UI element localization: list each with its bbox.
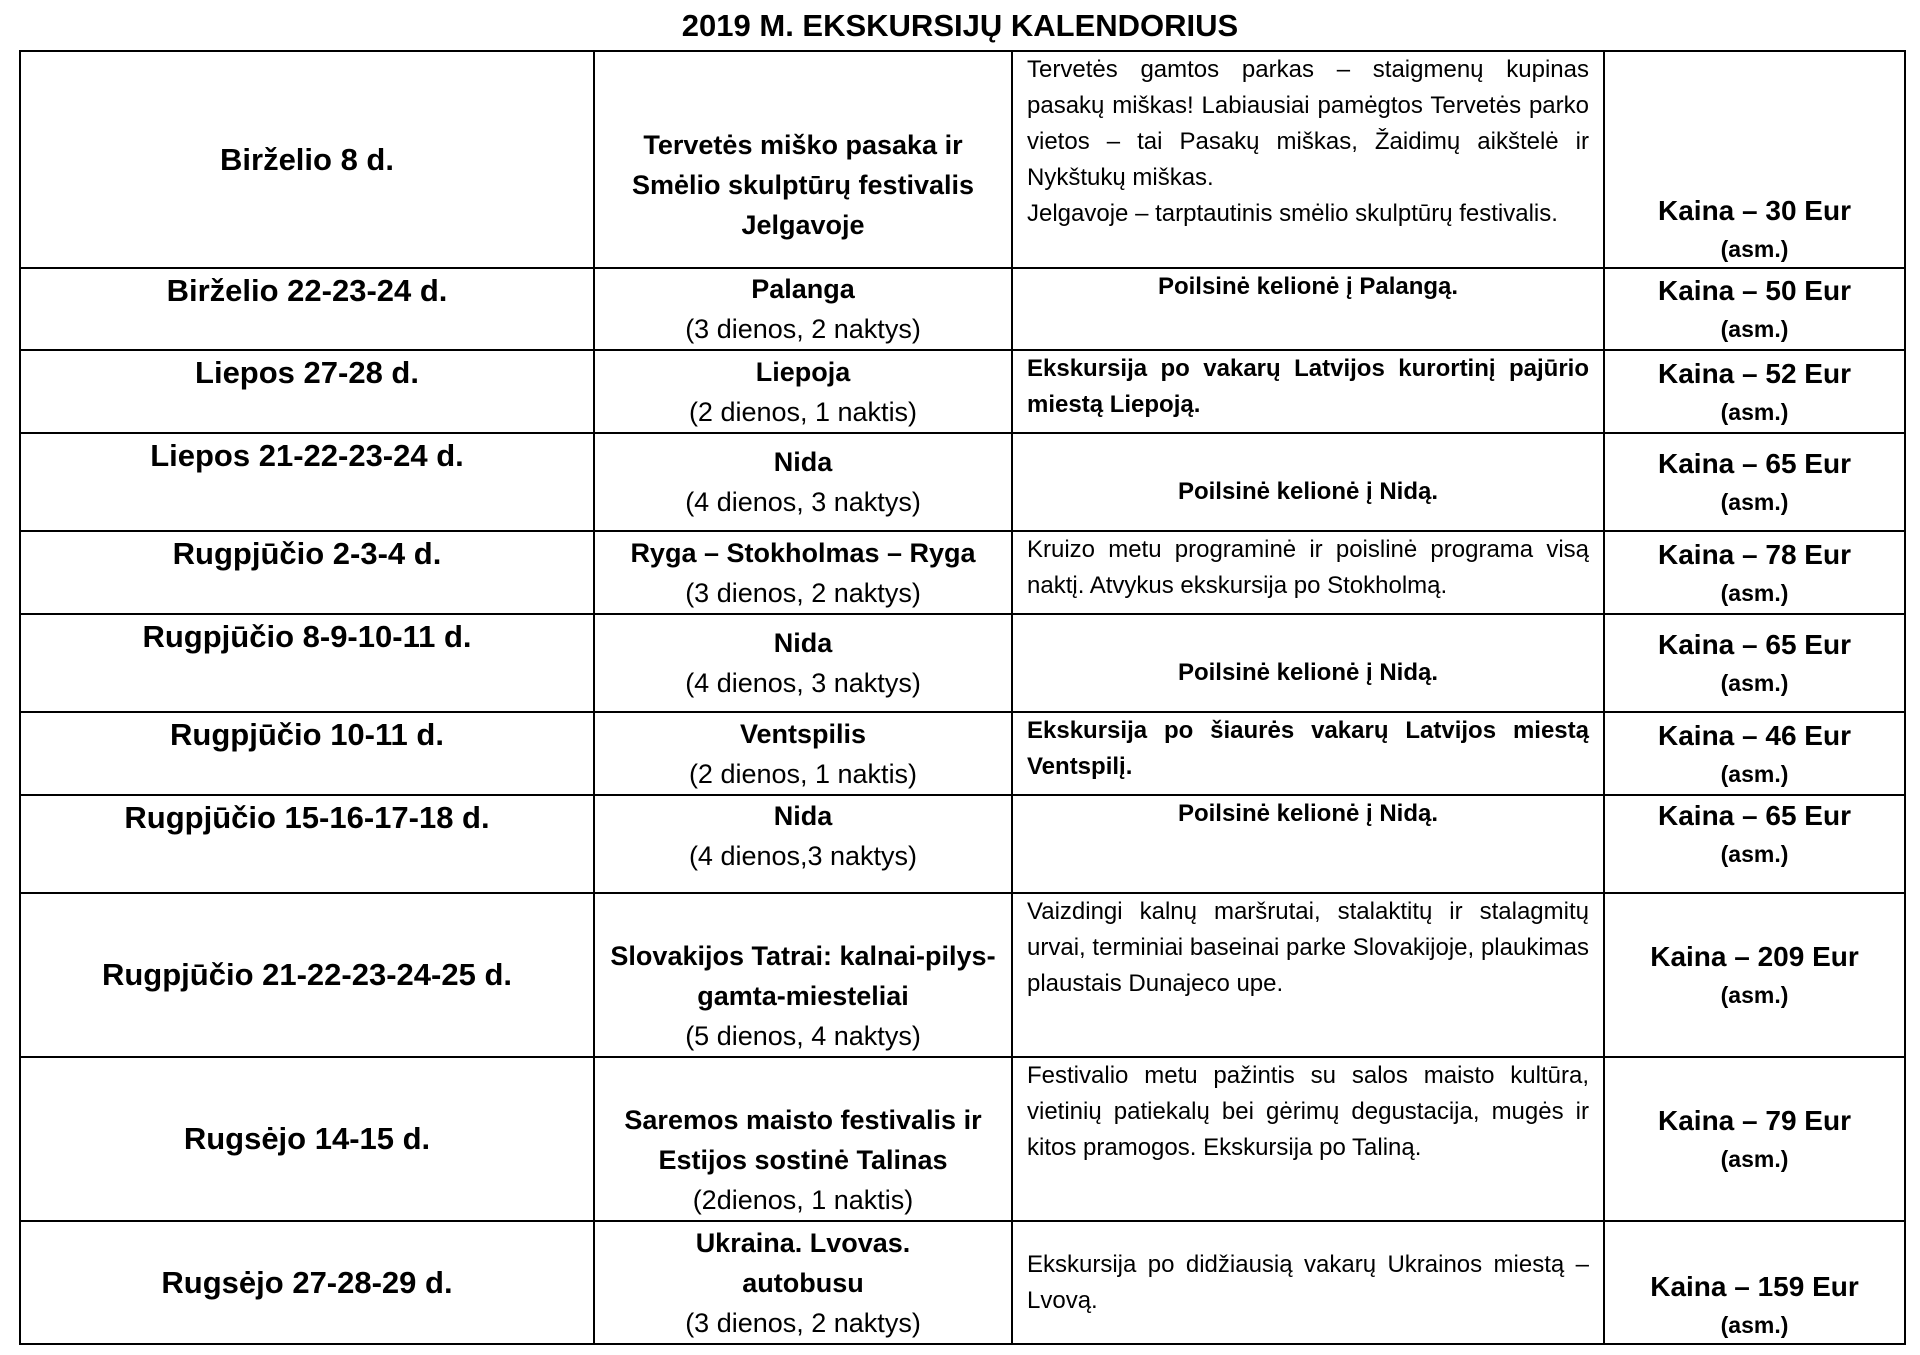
price-cell <box>1604 1221 1905 1344</box>
description-text: Jelgavoje – tarptautinis smėlio skulptūrų festivalis. <box>1027 200 1558 227</box>
destination-name: Nida <box>773 801 833 831</box>
destination-name: Nida <box>773 628 833 658</box>
price-amount: Kaina – 65 Eur <box>1658 800 1851 831</box>
destination-duration: (4 dienos, 3 naktys) <box>685 668 921 698</box>
destination-cell <box>594 1057 1012 1221</box>
price-amount: Kaina – 52 Eur <box>1658 357 1851 389</box>
destination-duration: (2 dienos, 1 naktis) <box>688 396 918 427</box>
table-row <box>20 712 1905 795</box>
table-row <box>20 531 1905 614</box>
price-unit: (asm.) <box>1720 1146 1789 1172</box>
destination-cell <box>594 51 1012 268</box>
description-cell <box>1012 51 1604 268</box>
destination-cell <box>594 893 1012 1057</box>
destination-name: Palanga <box>751 274 855 304</box>
table-row <box>20 614 1905 712</box>
description-cell <box>1012 433 1604 531</box>
table-row <box>20 268 1905 350</box>
destination-name: Liepoja <box>755 356 851 387</box>
destination-cell <box>594 712 1012 795</box>
description-text: Vaizdingi kalnų maršrutai, stalaktitų ir stalagmitų urvai, terminiai baseinai parke Slovakijoje, plaukimas plaustais Dunajeco upe. <box>1027 898 1589 997</box>
price-cell <box>1604 433 1905 531</box>
excursion-table-body <box>20 51 1905 1344</box>
destination-cell <box>594 350 1012 433</box>
description-cell <box>1012 1057 1604 1221</box>
description-text: Ekskursija po šiaurės vakarų Latvijos miestą Ventspilį. <box>1027 717 1589 780</box>
destination-duration: (3 dienos, 2 naktys) <box>685 1308 921 1338</box>
description-cell <box>1012 268 1604 350</box>
description-text: Tervetės gamtos parkas – staigmenų kupinas pasakų miškas! Labiausiai pamėgtos Tervetės parko vietos – tai Pasakų miškas, Žaidimų aikštelė ir Nykštukų miškas. <box>1027 56 1589 191</box>
price-cell <box>1604 795 1905 893</box>
description-cell <box>1012 350 1604 433</box>
description-cell <box>1012 795 1604 893</box>
description-cell <box>1012 1221 1604 1344</box>
price-unit: (asm.) <box>1720 398 1789 425</box>
price-unit: (asm.) <box>1720 982 1789 1008</box>
destination-duration: (4 dienos,3 naktys) <box>688 841 918 871</box>
table-row <box>20 433 1905 531</box>
date-cell: Rugpjūčio 8-9-10-11 d. <box>20 614 594 712</box>
destination-duration: (3 dienos, 2 naktys) <box>685 314 921 344</box>
date-cell: Birželio 8 d. <box>20 51 594 268</box>
destination-name: Slovakijos Tatrai: kalnai-pilys-gamta-miesteliai <box>610 941 996 1011</box>
destination-cell <box>594 795 1012 893</box>
description-text: Poilsinė kelionė į Nidą. <box>1177 659 1439 686</box>
table-row <box>20 350 1905 433</box>
date-cell: Rugpjūčio 10-11 d. <box>20 712 594 795</box>
price-cell <box>1604 893 1905 1057</box>
destination-cell <box>594 433 1012 531</box>
destination-duration: (3 dienos, 2 naktys) <box>685 577 921 608</box>
price-amount: Kaina – 209 Eur <box>1650 941 1859 972</box>
price-unit: (asm.) <box>1720 236 1789 262</box>
date-cell: Liepos 27-28 d. <box>20 350 594 433</box>
table-row <box>20 51 1905 268</box>
price-unit: (asm.) <box>1720 670 1789 696</box>
price-cell <box>1604 1057 1905 1221</box>
destination-cell <box>594 614 1012 712</box>
destination-duration: (2dienos, 1 naktis) <box>692 1185 914 1215</box>
description-cell <box>1012 893 1604 1057</box>
destination-name: Ryga – Stokholmas – Ryga <box>630 537 976 568</box>
price-amount: Kaina – 159 Eur <box>1650 1271 1859 1302</box>
destination-duration: (2 dienos, 1 naktis) <box>688 758 918 789</box>
price-cell <box>1604 614 1905 712</box>
destination-name: Saremos maisto festivalis ir Estijos sostinė Talinas <box>624 1105 982 1175</box>
destination-duration: (4 dienos, 3 naktys) <box>685 487 921 517</box>
price-unit: (asm.) <box>1720 489 1789 515</box>
destination-name: Ventspilis <box>739 718 867 749</box>
table-row <box>20 1057 1905 1221</box>
date-cell: Liepos 21-22-23-24 d. <box>20 433 594 531</box>
date-cell: Birželio 22-23-24 d. <box>20 268 594 350</box>
table-row <box>20 795 1905 893</box>
price-unit: (asm.) <box>1720 316 1789 342</box>
description-text: Poilsinė kelionė į Palangą. <box>1157 273 1459 300</box>
destination-duration: (5 dienos, 4 naktys) <box>685 1021 921 1051</box>
price-unit: (asm.) <box>1720 579 1789 606</box>
price-amount: Kaina – 30 Eur <box>1658 195 1851 226</box>
destination-name: Nida <box>773 447 833 477</box>
price-cell <box>1604 350 1905 433</box>
description-text: Poilsinė kelionė į Nidą. <box>1177 800 1439 827</box>
price-unit: (asm.) <box>1720 760 1789 787</box>
date-cell: Rugsėjo 27-28-29 d. <box>20 1221 594 1344</box>
excursion-table <box>19 50 1906 1345</box>
destination-cell <box>594 531 1012 614</box>
date-cell: Rugsėjo 14-15 d. <box>20 1057 594 1221</box>
description-cell <box>1012 531 1604 614</box>
price-amount: Kaina – 79 Eur <box>1658 1105 1851 1136</box>
date-cell: Rugpjūčio 2-3-4 d. <box>20 531 594 614</box>
description-text: Ekskursija po didžiausią vakarų Ukrainos miestą – Lvovą. <box>1027 1250 1589 1314</box>
description-text: Festivalio metu pažintis su salos maisto kultūra, vietinių patiekalų bei gėrimų degustacija, mugės ir kitos pramogos. Ekskursija po Taliną. <box>1027 1062 1589 1161</box>
price-amount: Kaina – 50 Eur <box>1658 275 1851 306</box>
description-cell <box>1012 614 1604 712</box>
description-text: Kruizo metu programinė ir poislinė programa visą naktį. Atvykus ekskursija po Stokholmą. <box>1027 536 1589 599</box>
destination-cell <box>594 268 1012 350</box>
destination-name: Tervetės miško pasaka ir Smėlio skulptūrų festivalis Jelgavoje <box>631 129 975 240</box>
price-cell <box>1604 51 1905 268</box>
page-title: 2019 M. EKSKURSIJŲ KALENDORIUS <box>681 8 1239 43</box>
description-text: Ekskursija po vakarų Latvijos kurortinį pajūrio miestą Liepoją. <box>1027 355 1589 418</box>
price-unit: (asm.) <box>1720 1312 1789 1338</box>
date-cell: Rugpjūčio 21-22-23-24-25 d. <box>20 893 594 1057</box>
table-row <box>20 893 1905 1057</box>
price-amount: Kaina – 65 Eur <box>1658 448 1851 479</box>
price-amount: Kaina – 46 Eur <box>1658 719 1851 751</box>
price-cell <box>1604 712 1905 795</box>
description-text: Poilsinė kelionė į Nidą. <box>1177 478 1439 505</box>
description-cell <box>1012 712 1604 795</box>
price-cell <box>1604 531 1905 614</box>
price-cell <box>1604 268 1905 350</box>
table-row <box>20 1221 1905 1344</box>
destination-cell <box>594 1221 1012 1344</box>
price-amount: Kaina – 65 Eur <box>1658 629 1851 660</box>
price-unit: (asm.) <box>1720 841 1789 867</box>
destination-name: Ukraina. Lvovas. autobusu <box>695 1228 911 1298</box>
price-amount: Kaina – 78 Eur <box>1658 538 1851 570</box>
date-cell: Rugpjūčio 15-16-17-18 d. <box>20 795 594 893</box>
